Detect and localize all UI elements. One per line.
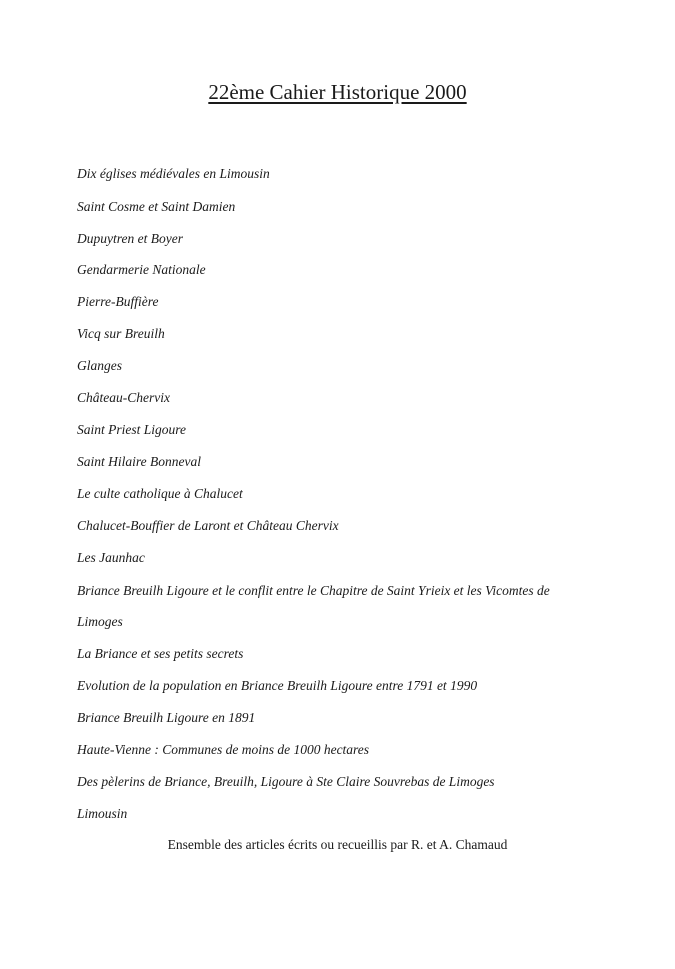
- page-title: 22ème Cahier Historique 2000: [208, 80, 467, 104]
- list-item: Pierre-Buffière: [77, 294, 159, 309]
- list-item: Château-Chervix: [77, 390, 170, 405]
- list-item: Dupuytren et Boyer: [77, 231, 183, 246]
- list-item: Haute-Vienne : Communes de moins de 1000 hectares: [77, 742, 370, 757]
- list-item: Limoges: [77, 614, 123, 629]
- list-item: Dix églises médiévales en Limousin: [77, 166, 270, 181]
- list-item: Limousin: [77, 806, 128, 821]
- footer-credit: Ensemble des articles écrits ou recueillis par R. et A. Chamaud: [167, 837, 508, 852]
- list-item: Briance Breuilh Ligoure en 1891: [77, 710, 256, 725]
- list-item: Vicq sur Breuilh: [77, 326, 165, 341]
- list-item: Saint Hilaire Bonneval: [77, 454, 201, 469]
- list-item: Saint Priest Ligoure: [77, 422, 187, 437]
- list-item: Glanges: [77, 358, 122, 373]
- list-item: Saint Cosme et Saint Damien: [77, 199, 236, 214]
- list-item: Evolution de la population en Briance Breuilh Ligoure entre 1791 et 1990: [77, 678, 478, 693]
- list-item: La Briance et ses petits secrets: [77, 646, 244, 661]
- list-item: Gendarmerie Nationale: [77, 262, 206, 277]
- list-item: Des pèlerins de Briance, Breuilh, Ligoure à Ste Claire Souvrebas de Limoges: [77, 774, 495, 789]
- list-item: Chalucet-Bouffier de Laront et Château Chervix: [77, 518, 339, 533]
- list-item: Les Jaunhac: [77, 550, 145, 565]
- list-item: Briance Breuilh Ligoure et le conflit entre le Chapitre de Saint Yrieix et les Vicomtes de: [77, 583, 550, 598]
- list-item: Le culte catholique à Chalucet: [77, 486, 243, 501]
